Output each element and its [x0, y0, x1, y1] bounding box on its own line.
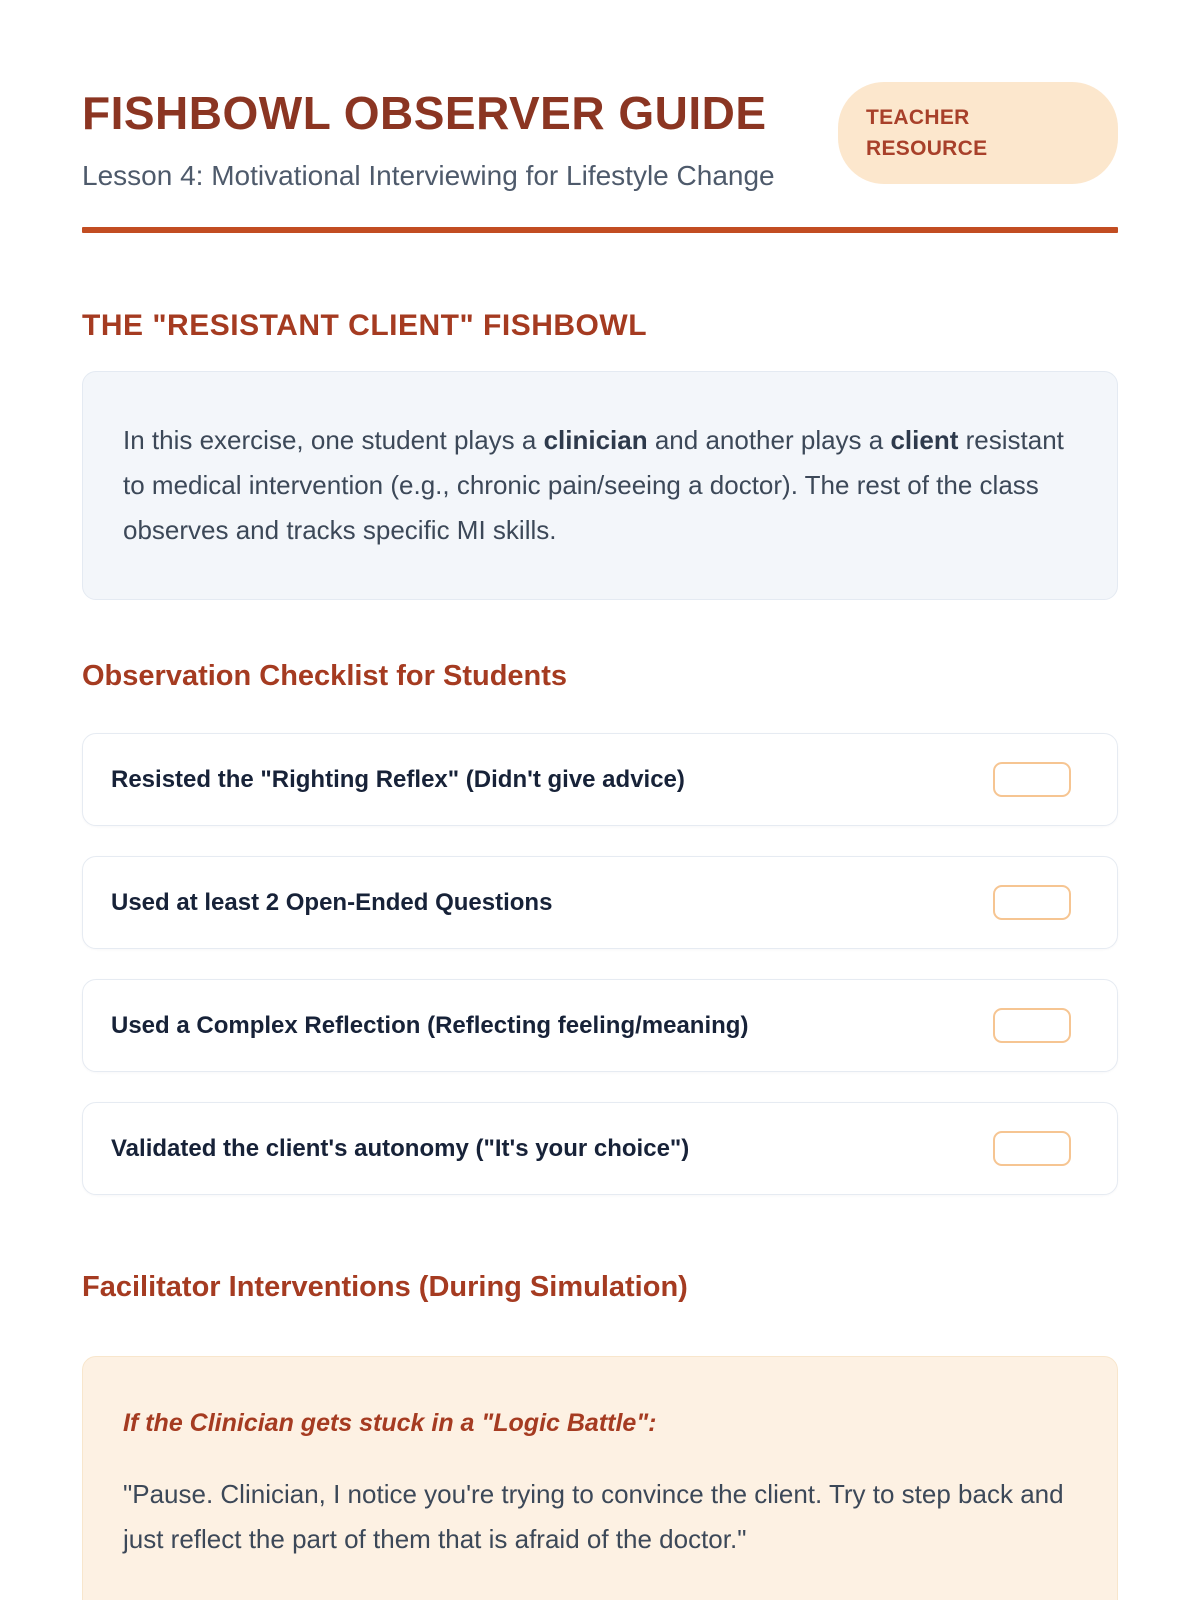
teacher-resource-badge: [838, 82, 1118, 184]
fishbowl-intro-box: [82, 371, 1118, 600]
page-subtitle: Lesson 4: Motivational Interviewing for Lifestyle Change: [82, 160, 775, 191]
intro-bold-clinician: clinician: [543, 425, 648, 455]
page-title: FISHBOWL OBSERVER GUIDE: [82, 87, 767, 139]
header-divider: [82, 227, 1118, 233]
checklist-item-label: Resisted the "Righting Reflex" (Didn't give advice): [111, 765, 685, 793]
intro-bold-client: client: [890, 425, 959, 455]
checklist-item-label: Used at least 2 Open-Ended Questions: [111, 888, 553, 916]
badge-line-2: RESOURCE: [866, 137, 988, 160]
badge-line-1: TEACHER: [866, 106, 970, 129]
intro-text-part-2: and another plays a: [647, 425, 891, 455]
intervention-prompt-title: If the Clinician gets stuck in a "Logic Battle":: [123, 1409, 657, 1437]
intro-text-part-3: resistant to medical intervention (e.g., chronic pain/seeing a doctor). The rest of the class observes and tracks specific MI skills.: [123, 425, 1064, 545]
document-header: [82, 85, 1118, 233]
fishbowl-intro-text: [123, 418, 1073, 553]
checklist-item-complex-reflection: [82, 979, 1118, 1072]
checklist-item-client-autonomy: [82, 1102, 1118, 1195]
intro-text-part-1: In this exercise, one student plays a: [123, 425, 544, 455]
checklist-checkbox-2[interactable]: [993, 885, 1071, 920]
checklist-item-label: Validated the client's autonomy ("It's your choice"): [111, 1134, 690, 1162]
intervention-prompt-text: "Pause. Clinician, I notice you're trying to convince the client. Try to step back and just reflect the part of them that is afraid of the doctor.": [123, 1479, 1064, 1554]
facilitator-intervention-card: [82, 1356, 1118, 1600]
checklist-checkbox-3[interactable]: [993, 1008, 1071, 1043]
section-heading-facilitator: Facilitator Interventions (During Simulation): [82, 1271, 688, 1303]
section-heading-fishbowl: THE "RESISTANT CLIENT" FISHBOWL: [82, 309, 648, 342]
checklist-item-open-ended-questions: [82, 856, 1118, 949]
section-heading-checklist: Observation Checklist for Students: [82, 660, 568, 692]
checklist-item-label: Used a Complex Reflection (Reflecting feeling/meaning): [111, 1011, 749, 1039]
observation-checklist: [82, 733, 1118, 1195]
checklist-checkbox-4[interactable]: [993, 1131, 1071, 1166]
checklist-checkbox-1[interactable]: [993, 762, 1071, 797]
checklist-item-righting-reflex: [82, 733, 1118, 826]
